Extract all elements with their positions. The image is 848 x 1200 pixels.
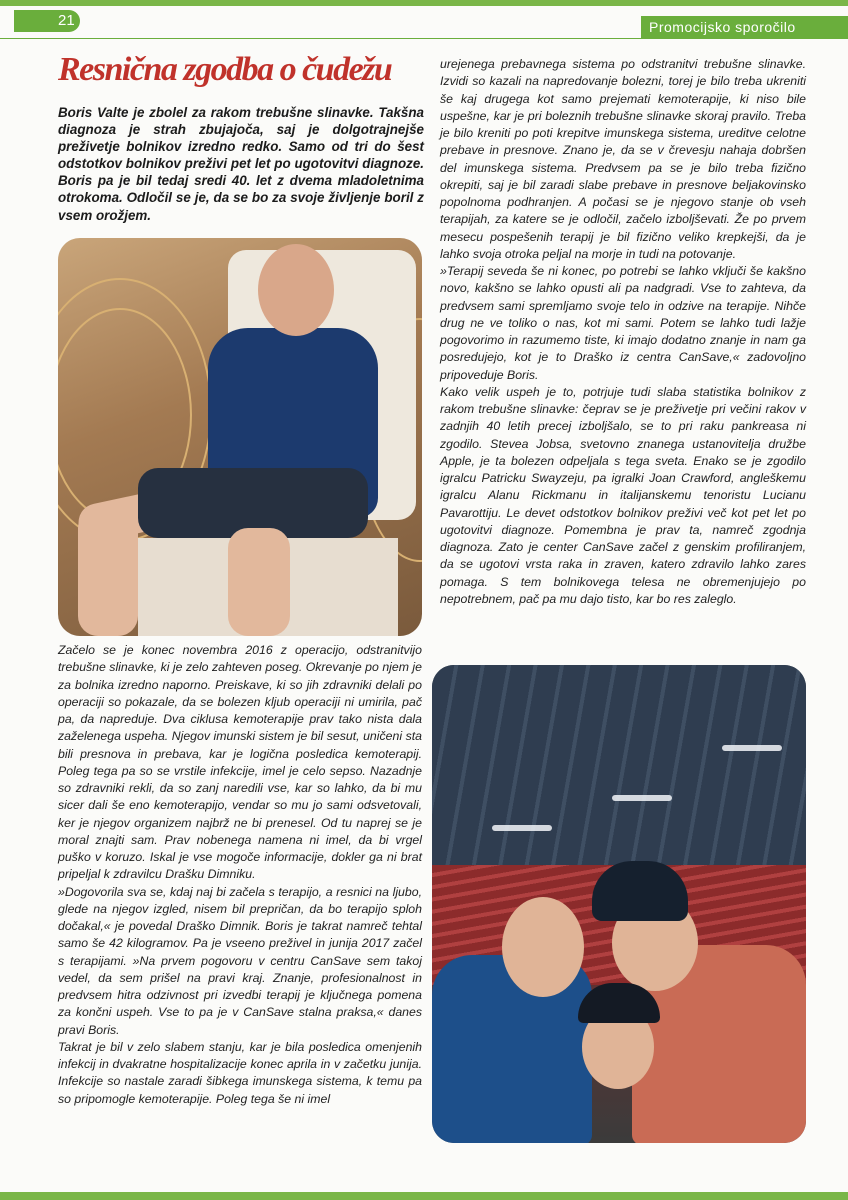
photo-floodlight	[492, 825, 552, 831]
paragraph: Takrat je bil v zelo slabem stanju, kar je bila posledica omenjenih infekcij in dvakratne hospitalizacije konec aprila in v začetku junija. Infekcije so nastale zaradi šibkega imunskega sistema, k temu pa so pripomogle kemoterapije. Poleg tega še ni imel	[58, 1039, 422, 1106]
family-at-stadium-photo	[432, 665, 806, 1143]
photo-man-leg	[78, 508, 138, 636]
photo-man-leg	[228, 528, 290, 636]
photo-floodlight	[722, 745, 782, 751]
right-text-column	[440, 56, 806, 608]
paragraph: Kako velik uspeh je to, potrjuje tudi slaba statistika bolnikov z rakom trebušne slinavke: čeprav se je preživetje pri večini rakov v zadnjih 40 letih precej izboljšalo, se to pri raku pankreasa ni zgodilo. Stevea Jobsa, svetovno znanega ustanovitelja družbe Apple, je ta bolezen odpeljala s tega sveta. Enako se je zgodilo igralcu Patricku Swayzeju, pa igralki Joan Crawford, angleškemu igralcu Alanu Rickmanu in italijanskemu tenoristu Lucianu Pavarottiju. Le devet odstotkov bolnikov preživi več kot pet let po ugotovitvi diagnoze. Pomembna je prav ta, namreč zgodnja diagnoza. Zato je center CanSave začel z genskim profiliranjem, da se ugotovi vrsta raka in zraven, katero zdravilo lahko zares pomaga. S tem bolnikovega telesa ne obremenjujejo po nepotrebnem, pač pa mu dajo tisto, kar bo res zaleglo.	[440, 384, 806, 606]
photo-man-head	[258, 244, 334, 336]
paragraph: Začelo se je konec novembra 2016 z operacijo, odstranitvijo trebušne slinavke, ki je zelo zahteven poseg. Okrevanje po njem je za bolnika izredno naporno. Preiskave, ki so jih zdravniki delali po operaciji so pokazale, da se bolezen kljub operaciji ni umirila, pač pa, da napreduje. Dva ciklusa kemoterapije prav tako nista dala zaželenega uspeha. Njegov imunski sistem je bil sesut, uničeni sta bili presnova in prebava, kar je logična posledica kemoterapij. Poleg tega pa so se vrstile infekcije, imel je celo sepso. Nazadnje so zdravniki rekli, da so zanj naredili vse, kar so lahko, da bi mu sicer dali še eno kemoterapijo, vendar so mu jo sami odsvetovali, ker je njegov organizem najbrž ne bi prenesel. Od tu naprej se je moral znajti sam. Prav nobenega namena ni imel, da bi vrgel puško v koruzo. Iskal je vse mogoče informacije, dokler ga ni brat pripeljal k zdravilcu Drašku Dimniku.	[58, 643, 422, 882]
article-title: Resnična zgodba o čudežu	[58, 51, 392, 88]
photo-man-face	[502, 897, 584, 997]
man-in-chair-photo	[58, 238, 422, 636]
header-divider	[0, 38, 848, 39]
left-text-column	[58, 642, 422, 1108]
section-label: Promocijsko sporočilo	[641, 16, 848, 38]
bottom-green-rule	[0, 1192, 848, 1200]
article-lead: Boris Valte je zbolel za rakom trebušne slinavke. Takšna diagnoza je strah zbujajoča, saj je dolgotrajnejše preživetje bolnikov izredno redko. Samo od tri do šest odstotkov bolnikov preživi pet let po ugotovitvi diagnoze. Boris pa je bil tedaj sredi 40. let z dvema mladoletnima otrokoma. Odločil se je, da se bo za svoje življenje boril z vsem orožjem.	[58, 105, 424, 223]
paragraph: »Dogovorila sva se, kdaj naj bi začela s terapijo, a resnici na ljubo, glede na njegov izgled, nisem bil prepričan, da bo terapijo sploh dočakal,« je povedal Draško Dimnik. Boris je takrat namreč tehtal samo še 42 kilogramov. Pa je vseeno preživel in junija 2017 začel s terapijami. »Na prvem pogovoru v centru CanSave sem takoj vedel, da sem prišel na pravi kraj. Znanje, profesionalnost in predvsem hitra odzivnost pri izvedbi terapij je ključnega pomena za končni uspeh. Vse to pa je v CanSave stalna praksa,« danes pravi Boris.	[58, 884, 422, 1037]
photo-stadium-roof	[432, 665, 806, 865]
paragraph: »Terapij seveda še ni konec, po potrebi se lahko vključi še kakšno novo, kakšno se lahko opusti ali pa nadgradi. Vse to zahteva, da predvsem sami spremljamo svoje telo in odzive na terapije. Nihče drug ne ve toliko o nas, kot mi sami. Potem se lahko tudi lažje pogovorimo in razumemo tiste, ki imajo dodatno znanje in nam ga posredujejo, kot je to Draško iz centra CanSave,« zadovoljno pripoveduje Boris.	[440, 264, 806, 382]
photo-floodlight	[612, 795, 672, 801]
top-green-rule	[0, 0, 848, 6]
photo-woman-hat	[592, 861, 688, 921]
page-number: 21	[14, 10, 80, 32]
paragraph: urejenega prebavnega sistema po odstranitvi trebušne slinavke. Izvidi so kazali na napredovanje bolezni, torej je bilo treba ukreniti še kaj drugega kot samo prejemati kemoterapije, ki niso bile uspešne, kar je pri boleznih trebušne slinavke skoraj pravilo. Treba je bilo kreniti po poti krepitve imunskega sistema, ureditve celotne prebave in presnove. Znano je, da se v črevesju nahaja dobršen del imunskega sistema. Predvsem pa se je bilo treba fizično okrepiti, saj je bil zaradi slabe prebave in presnove beljakovinsko popolnoma podhranjen. A počasi se je njegovo stanje ob vseh terapijah, za katere se je odločil, začelo izboljševati. Že po prvem mesecu pospešenih terapij je bil fizično veliko krepkejši, da je lahko svoja otroka peljal na morje in tudi na potovanje.	[440, 57, 806, 261]
